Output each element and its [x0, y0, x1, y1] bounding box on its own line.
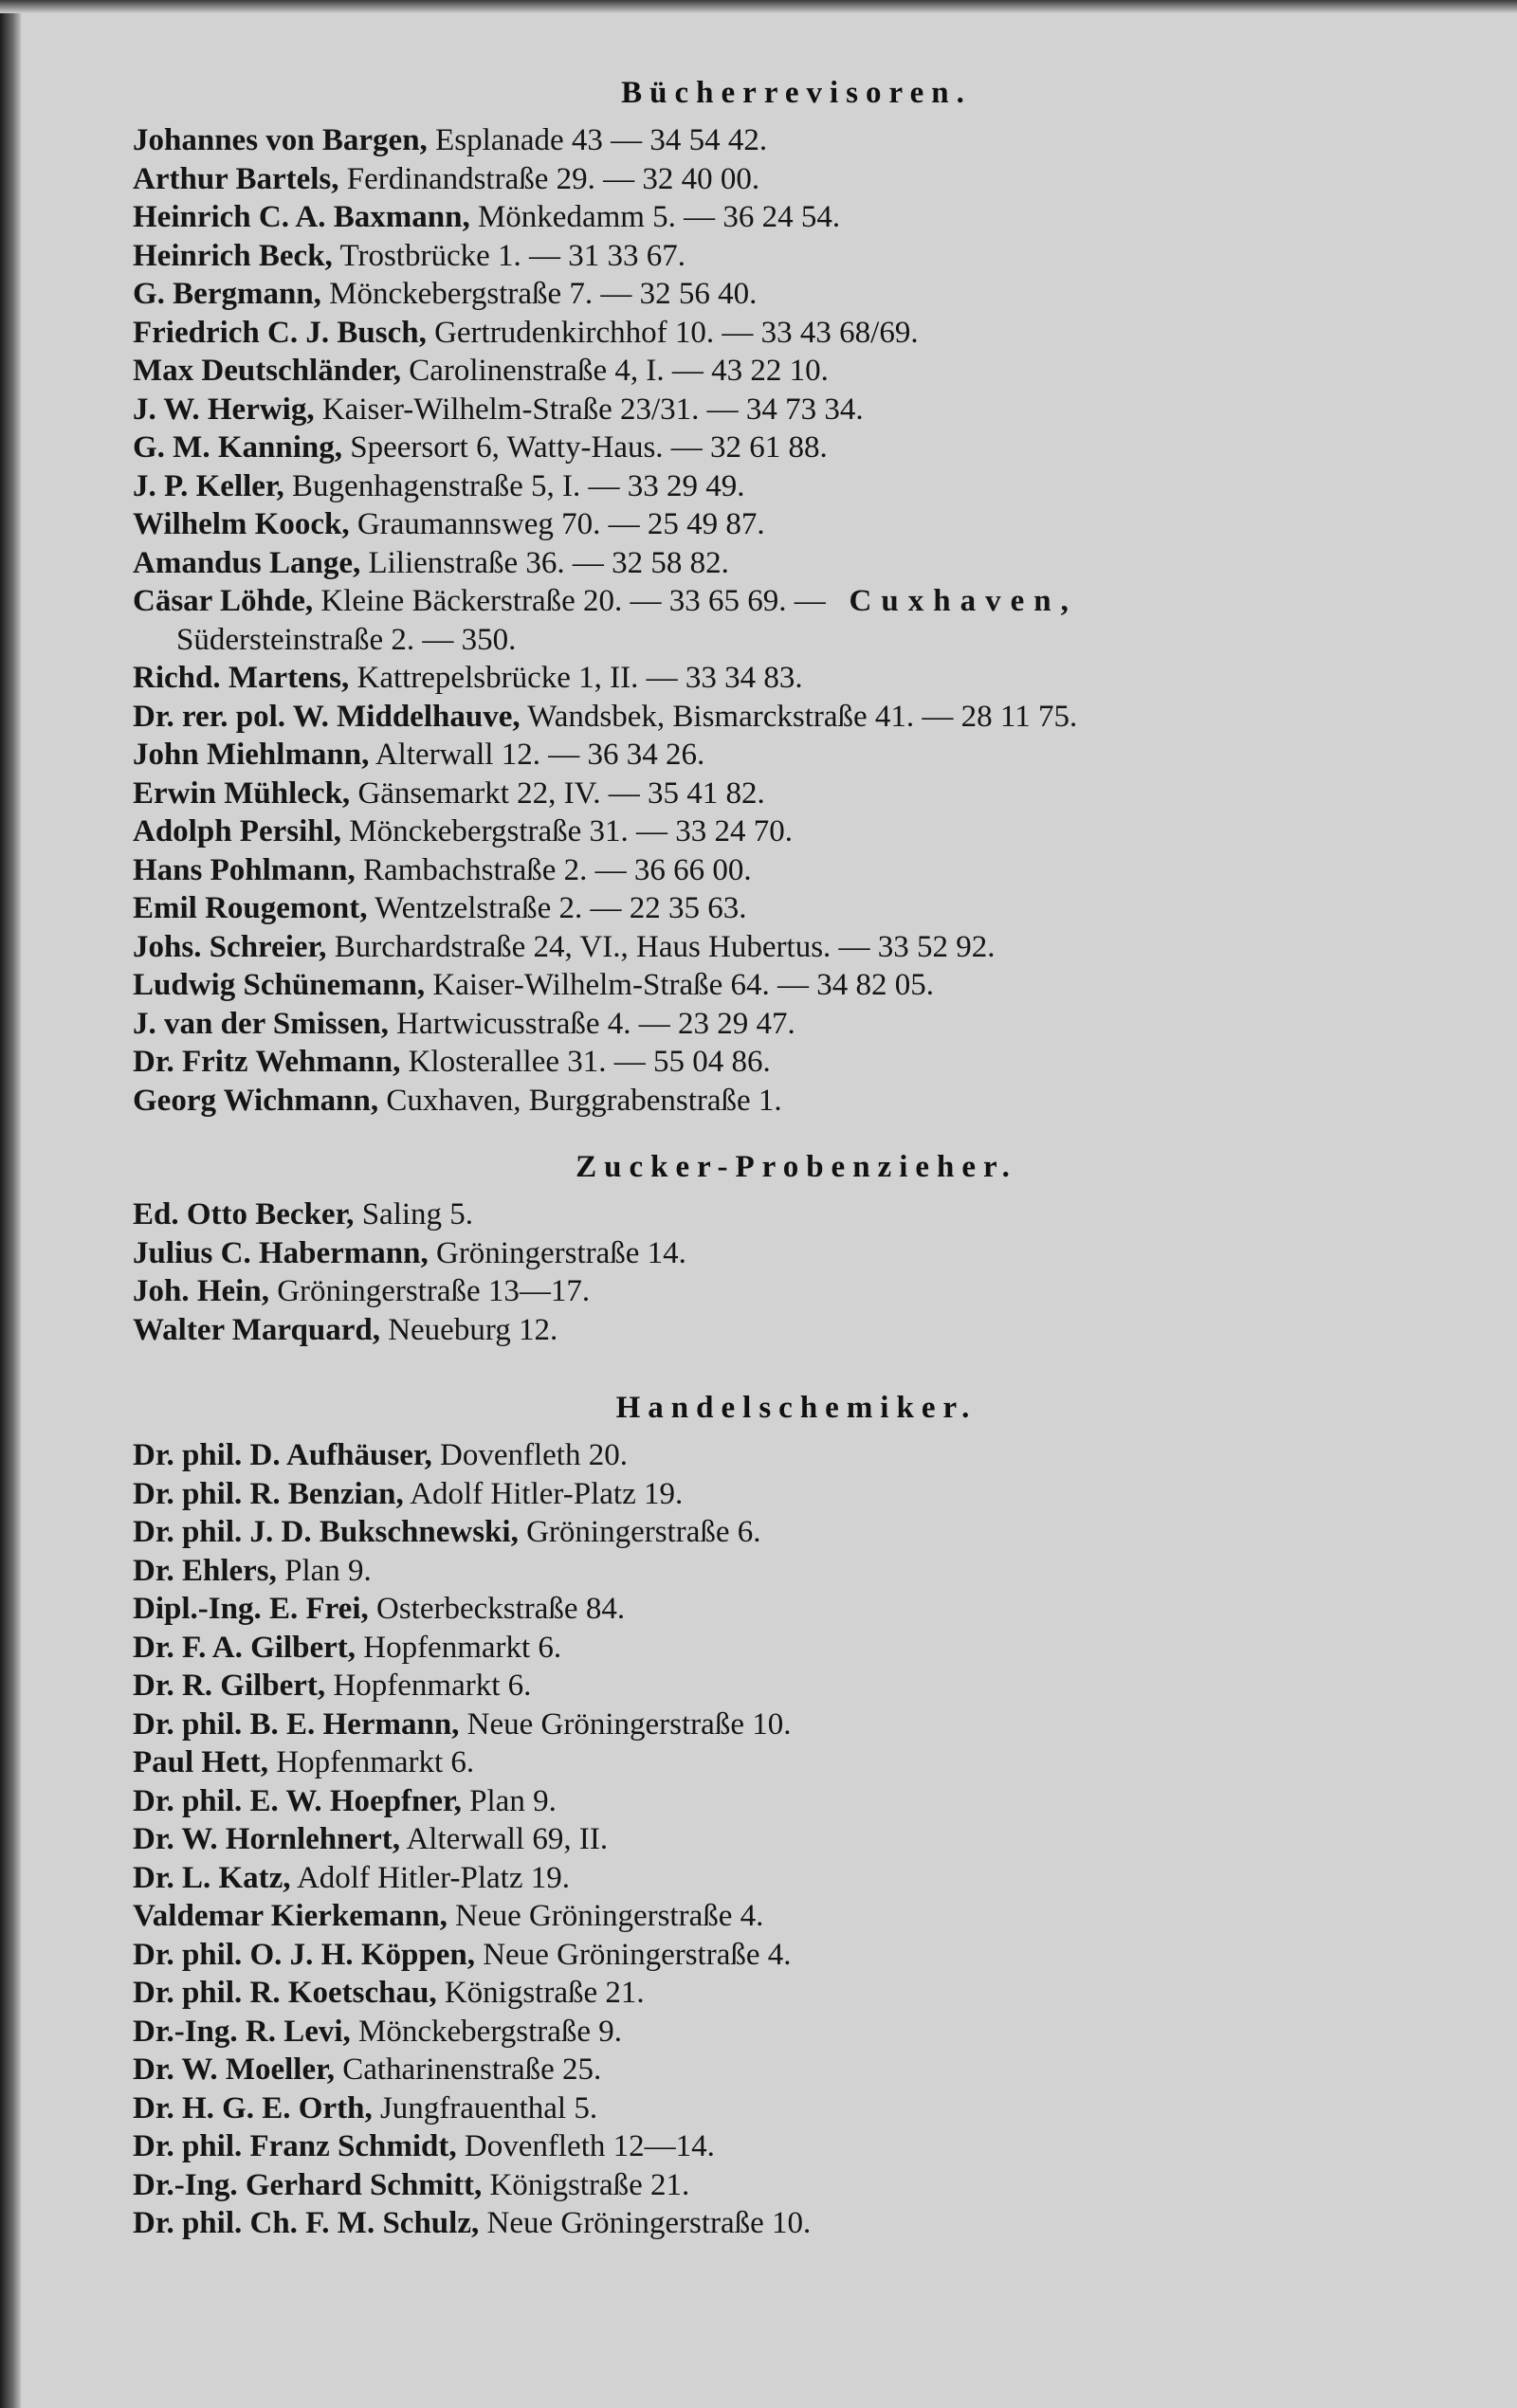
entry-name: Johannes von Bargen,: [133, 123, 428, 157]
directory-entry: [133, 1936, 1460, 1975]
entry-list: [133, 121, 1460, 1120]
entry-address: Kleine Bäckerstraße 20. — 33 65 69. —: [313, 584, 826, 618]
entry-address: Hopfenmarkt 6.: [325, 1669, 532, 1703]
directory-entry: [133, 1234, 1460, 1273]
directory-entry: [133, 1974, 1460, 2013]
directory-entry: [133, 1475, 1460, 1514]
page-top-shadow: [0, 0, 1517, 13]
entry-address: Ferdinandstraße 29. — 32 40 00.: [338, 161, 760, 196]
directory-entry: [133, 2204, 1460, 2243]
directory-entry: [133, 429, 1460, 467]
entry-name: Adolph Persihl,: [133, 814, 342, 848]
directory-entry: [133, 314, 1460, 353]
entry-address: Jungfrauenthal 5.: [372, 2090, 598, 2125]
entry-name: Johs. Schreier,: [133, 929, 327, 964]
entry-address: Mönckebergstraße 7. — 32 56 40.: [320, 277, 758, 311]
entry-name: Dr. phil. B. E. Hermann,: [133, 1706, 460, 1742]
entry-name: G. M. Kanning,: [133, 430, 342, 465]
entry-address: Adolf Hitler-Platz 19.: [403, 1476, 684, 1511]
directory-entry: [133, 544, 1460, 583]
directory-entry: [133, 1043, 1460, 1082]
directory-entry: [133, 505, 1460, 544]
directory-entry: [133, 889, 1460, 928]
entry-address: Adolf Hitler-Platz 19.: [290, 1860, 570, 1895]
directory-entry: [133, 1782, 1460, 1821]
entry-address: Speersort 6, Watty-Haus. — 32 61 88.: [341, 430, 828, 465]
entry-name: Dr. phil. R. Benzian,: [133, 1476, 404, 1511]
entry-address: Mönkedamm 5. — 36 24 54.: [469, 200, 841, 234]
entry-name: Dr. phil. R. Koetschau,: [133, 1976, 437, 2010]
directory-entry: [133, 237, 1460, 276]
entry-name: Cäsar Löhde,: [133, 584, 314, 618]
directory-entry: [133, 775, 1460, 813]
entry-name: Dr. R. Gilbert,: [133, 1669, 326, 1703]
entry-name: J. P. Keller,: [133, 468, 284, 503]
entry-name: Amandus Lange,: [133, 545, 361, 580]
entry-address: Mönckebergstraße 9.: [350, 2014, 623, 2049]
entry-address: Neueburg 12.: [379, 1312, 558, 1347]
entry-address: Neue Gröningerstraße 10.: [459, 1706, 792, 1742]
entry-address: Königstraße 21.: [482, 2167, 690, 2202]
entry-name: Dr. Fritz Wehmann,: [133, 1045, 401, 1079]
entry-name: Walter Marquard,: [133, 1312, 380, 1347]
entry-address: Hopfenmarkt 6.: [267, 1745, 475, 1779]
entry-name: Friedrich C. J. Busch,: [133, 315, 427, 350]
entry-address: Burchardstraße 24, VI., Haus Hubertus. — 33 52 92.: [326, 929, 996, 964]
directory-entry: [133, 2127, 1460, 2166]
directory-entry: [133, 1820, 1460, 1859]
directory-entry: [133, 1311, 1460, 1350]
directory-entry: [133, 121, 1460, 160]
entry-name: J. van der Smissen,: [133, 1006, 389, 1041]
entry-name: Dr. phil. Franz Schmidt,: [133, 2129, 457, 2163]
directory-entry: [133, 928, 1460, 967]
entry-address: Gertrudenkirchhof 10. — 33 43 68/69.: [426, 315, 919, 350]
directory-entry: [133, 1436, 1460, 1475]
entry-name: Emil Rougemont,: [133, 891, 368, 925]
section-buecherrevisoren: [133, 74, 1460, 1120]
entry-address: Gröningerstraße 13—17.: [268, 1274, 591, 1308]
entry-name: Richd. Martens,: [133, 661, 350, 695]
directory-entry: [133, 1005, 1460, 1044]
entry-address: Neue Gröningerstraße 10.: [479, 2206, 812, 2240]
entry-name: Hans Pohlmann,: [133, 852, 356, 887]
directory-entry: [133, 1272, 1460, 1311]
entry-address: Catharinenstraße 25.: [334, 2052, 602, 2087]
directory-entry: [133, 160, 1460, 199]
directory-entry: [133, 467, 1460, 506]
directory-entry: [133, 736, 1460, 775]
entry-name: Dr. Ehlers,: [133, 1553, 277, 1588]
entry-name: Dipl.-Ing. E. Frei,: [133, 1592, 369, 1626]
entry-name: Dr.-Ing. Gerhard Schmitt,: [133, 2167, 483, 2202]
entry-address: Graumannsweg 70. — 25 49 87.: [349, 507, 765, 541]
entry-name: Dr. phil. E. W. Hoepfner,: [133, 1783, 462, 1818]
directory-entry: [133, 1629, 1460, 1668]
page-edge-shadow: [0, 0, 21, 2408]
entry-address: Königstraße 21.: [436, 1976, 645, 2010]
entry-name: Heinrich C. A. Baxmann,: [133, 200, 470, 234]
directory-entry: [133, 275, 1460, 314]
entry-name: Dr. W. Hornlehnert,: [133, 1822, 401, 1856]
entry-address: Osterbeckstraße 84.: [368, 1592, 626, 1626]
section-title: Bücherrevisoren.: [621, 76, 972, 110]
entry-address: Klosterallee 31. — 55 04 86.: [400, 1045, 771, 1079]
entry-name: Dr.-Ing. R. Levi,: [133, 2014, 351, 2049]
entry-address: Carolinenstraße 4, I. — 43 22 10.: [400, 354, 829, 388]
entry-address: Gröningerstraße 6.: [518, 1515, 761, 1549]
entry-name: Dr. F. A. Gilbert,: [133, 1630, 356, 1665]
entry-name: Dr. phil. D. Aufhäuser,: [133, 1438, 432, 1472]
entry-address: Kattrepelsbrücke 1, II. — 33 34 83.: [349, 661, 803, 695]
directory-entry: [133, 1552, 1460, 1591]
entry-name: Dr. H. G. E. Orth,: [133, 2090, 373, 2125]
entry-address: Plan 9.: [461, 1783, 557, 1818]
entry-extra-city: Cuxhaven,: [849, 584, 1078, 618]
entry-address: Bugenhagenstraße 5, I. — 33 29 49.: [283, 468, 745, 503]
section-handelschemiker: [133, 1389, 1460, 2243]
entry-address: Gröningerstraße 14.: [428, 1235, 686, 1270]
entry-address: Neue Gröningerstraße 4.: [447, 1899, 764, 1933]
directory-entry: [133, 582, 1460, 659]
directory-entry: [133, 391, 1460, 429]
directory-entry: [133, 1590, 1460, 1629]
directory-entry: [133, 198, 1460, 237]
entry-address: Plan 9.: [276, 1553, 372, 1588]
directory-entry: [133, 1897, 1460, 1936]
entry-name: Max Deutschländer,: [133, 354, 401, 388]
directory-entry: [133, 1743, 1460, 1782]
directory-entry: [133, 698, 1460, 737]
entry-name: Dr. W. Moeller,: [133, 2052, 335, 2087]
entry-name: Dr. phil. O. J. H. Köppen,: [133, 1937, 475, 1972]
entry-name: Wilhelm Koock,: [133, 507, 350, 541]
section-title: Handelschemiker.: [615, 1391, 978, 1425]
directory-entry: [133, 2051, 1460, 2089]
entry-address: Dovenfleth 20.: [431, 1438, 628, 1472]
entry-name: Paul Hett,: [133, 1745, 268, 1779]
entry-address: Hartwicusstraße 4. — 23 29 47.: [388, 1006, 795, 1041]
entry-address: Esplanade 43 — 34 54 42.: [427, 123, 768, 157]
entry-name: Dr. rer. pol. W. Middelhauve,: [133, 699, 521, 734]
entry-list: [133, 1195, 1460, 1349]
directory-entry: [133, 2166, 1460, 2205]
directory-entry: [133, 659, 1460, 698]
directory-entry: [133, 851, 1460, 890]
entry-address: Saling 5.: [354, 1197, 474, 1231]
entry-address: Neue Gröningerstraße 4.: [474, 1937, 792, 1972]
directory-entry: [133, 1082, 1460, 1121]
directory-entry: [133, 812, 1460, 851]
entry-address: Mönckebergstraße 31. — 33 24 70.: [341, 814, 794, 848]
directory-entry: [133, 1513, 1460, 1552]
entry-address: Rambachstraße 2. — 36 66 00.: [355, 852, 752, 887]
entry-name: Georg Wichmann,: [133, 1083, 379, 1118]
directory-content: [95, 74, 1460, 2243]
entry-address: Kaiser-Wilhelm-Straße 23/31. — 34 73 34.: [314, 392, 864, 427]
entry-address: Alterwall 12. — 36 34 26.: [369, 738, 705, 772]
entry-continuation: Südersteinstraße 2. — 350.: [176, 622, 517, 657]
entry-address: Wentzelstraße 2. — 22 35 63.: [367, 891, 747, 925]
directory-entry: [133, 2089, 1460, 2128]
entry-name: G. Bergmann,: [133, 277, 321, 311]
entry-name: Ed. Otto Becker,: [133, 1197, 355, 1231]
directory-entry: [133, 1706, 1460, 1744]
entry-address: Hopfenmarkt 6.: [355, 1630, 562, 1665]
directory-entry: [133, 2013, 1460, 2052]
entry-name: John Miehlmann,: [133, 738, 370, 772]
entry-name: Erwin Mühleck,: [133, 775, 351, 811]
entry-name: Dr. phil. Ch. F. M. Schulz,: [133, 2206, 480, 2240]
entry-name: J. W. Herwig,: [133, 392, 315, 427]
entry-name: Dr. phil. J. D. Bukschnewski,: [133, 1515, 519, 1549]
entry-name: Valdemar Kierkemann,: [133, 1899, 448, 1933]
directory-entry: [133, 1195, 1460, 1234]
entry-address: Alterwall 69, II.: [400, 1822, 609, 1856]
section-zucker-probenzieher: [133, 1148, 1460, 1349]
directory-entry: [133, 352, 1460, 391]
entry-address: Trostbrücke 1. — 31 33 67.: [332, 238, 685, 273]
entry-address: Kaiser-Wilhelm-Straße 64. — 34 82 05.: [425, 968, 935, 1002]
entry-name: Heinrich Beck,: [133, 238, 333, 273]
entry-list: [133, 1436, 1460, 2243]
entry-name: Joh. Hein,: [133, 1274, 269, 1308]
entry-name: Arthur Bartels,: [133, 161, 339, 196]
directory-entry: [133, 966, 1460, 1005]
directory-entry: [133, 1859, 1460, 1898]
section-title: Zucker-Probenzieher.: [576, 1150, 1017, 1184]
entry-address: Dovenfleth 12—14.: [456, 2129, 715, 2163]
entry-name: Dr. L. Katz,: [133, 1860, 291, 1895]
entry-address: Wandsbek, Bismarckstraße 41. — 28 11 75.: [520, 699, 1078, 734]
entry-address: Gänsemarkt 22, IV. — 35 41 82.: [350, 775, 765, 811]
entry-name: Ludwig Schünemann,: [133, 968, 426, 1002]
entry-address: Cuxhaven, Burggrabenstraße 1.: [378, 1083, 782, 1118]
directory-entry: [133, 1667, 1460, 1706]
entry-address: Lilienstraße 36. — 32 58 82.: [360, 545, 729, 580]
entry-name: Julius C. Habermann,: [133, 1235, 429, 1270]
